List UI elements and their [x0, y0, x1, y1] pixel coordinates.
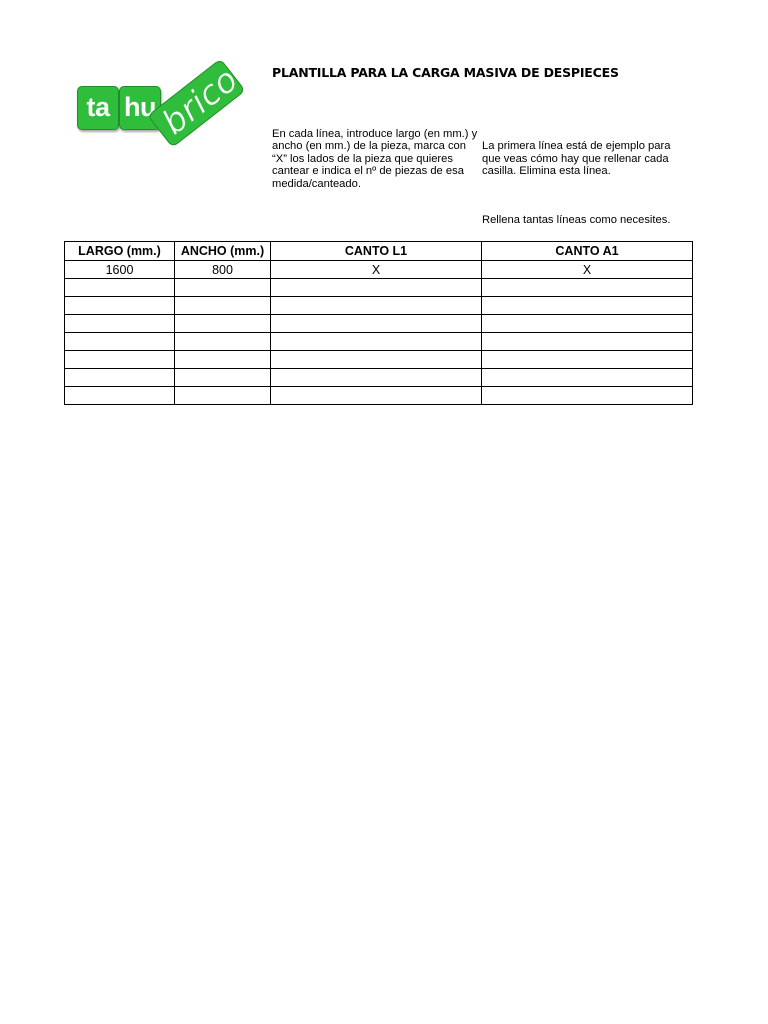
- cell-ancho[interactable]: [175, 351, 271, 369]
- tahubrico-logo: [76, 59, 256, 150]
- table-row: [65, 369, 693, 387]
- table-row: [65, 279, 693, 297]
- cell-largo[interactable]: [65, 315, 175, 333]
- cell-ancho[interactable]: [175, 333, 271, 351]
- cell-canto-l1[interactable]: [271, 333, 482, 351]
- piece-list-table: [64, 241, 693, 405]
- svg-text:brico: brico: [154, 59, 247, 144]
- cell-canto-a1[interactable]: [482, 387, 693, 405]
- cell-canto-l1[interactable]: [271, 369, 482, 387]
- instructions-left: En cada línea, introduce largo (en mm.) y ancho (en mm.) de la pieza, marca con “X” los lados de la pieza que quieres cantear e indica el nº de piezas de esa medida/canteado.: [272, 128, 478, 190]
- cell-canto-l1[interactable]: [271, 387, 482, 405]
- cell-canto-a1[interactable]: [482, 351, 693, 369]
- cell-largo[interactable]: [65, 387, 175, 405]
- instructions-right-line2: Rellena tantas líneas como necesites.: [482, 214, 671, 227]
- cell-largo[interactable]: [65, 297, 175, 315]
- cell-canto-l1[interactable]: [271, 279, 482, 297]
- cell-ancho[interactable]: [175, 297, 271, 315]
- cell-ancho[interactable]: 800: [175, 261, 271, 279]
- cell-ancho[interactable]: [175, 315, 271, 333]
- cell-ancho[interactable]: [175, 279, 271, 297]
- header-canto-l1: CANTO L1: [271, 242, 482, 261]
- cell-ancho[interactable]: [175, 387, 271, 405]
- logo-part-ta: ta: [77, 86, 119, 130]
- table-row: [65, 333, 693, 351]
- logo-part-hu: hu: [119, 86, 161, 130]
- cell-largo[interactable]: [65, 279, 175, 297]
- header-ancho: ANCHO (mm.): [175, 242, 271, 261]
- instructions-right-line1: La primera línea está de ejemplo para que veas cómo hay que rellenar cada casilla. Elimina esta línea.: [482, 140, 671, 178]
- cell-canto-a1[interactable]: [482, 279, 693, 297]
- page-title: PLANTILLA PARA LA CARGA MASIVA DE DESPIECES: [272, 65, 619, 80]
- table-row: [65, 387, 693, 405]
- cell-canto-a1[interactable]: X: [482, 261, 693, 279]
- cell-largo[interactable]: [65, 369, 175, 387]
- logo-part-brico: [154, 59, 256, 150]
- instructions-right: [482, 128, 692, 239]
- cell-canto-l1[interactable]: [271, 297, 482, 315]
- table-row: [65, 351, 693, 369]
- table-row: [65, 315, 693, 333]
- table-row: [65, 261, 693, 279]
- cell-canto-l1[interactable]: [271, 315, 482, 333]
- cell-canto-a1[interactable]: [482, 315, 693, 333]
- cell-ancho[interactable]: [175, 369, 271, 387]
- cell-canto-a1[interactable]: [482, 369, 693, 387]
- cell-canto-a1[interactable]: [482, 297, 693, 315]
- table-row: [65, 297, 693, 315]
- cell-largo[interactable]: 1600: [65, 261, 175, 279]
- header-canto-a1: CANTO A1: [482, 242, 693, 261]
- cell-canto-a1[interactable]: [482, 333, 693, 351]
- cell-largo[interactable]: [65, 351, 175, 369]
- header-largo: LARGO (mm.): [65, 242, 175, 261]
- table-header-row: [65, 242, 693, 261]
- cell-largo[interactable]: [65, 333, 175, 351]
- cell-canto-l1[interactable]: X: [271, 261, 482, 279]
- cell-canto-l1[interactable]: [271, 351, 482, 369]
